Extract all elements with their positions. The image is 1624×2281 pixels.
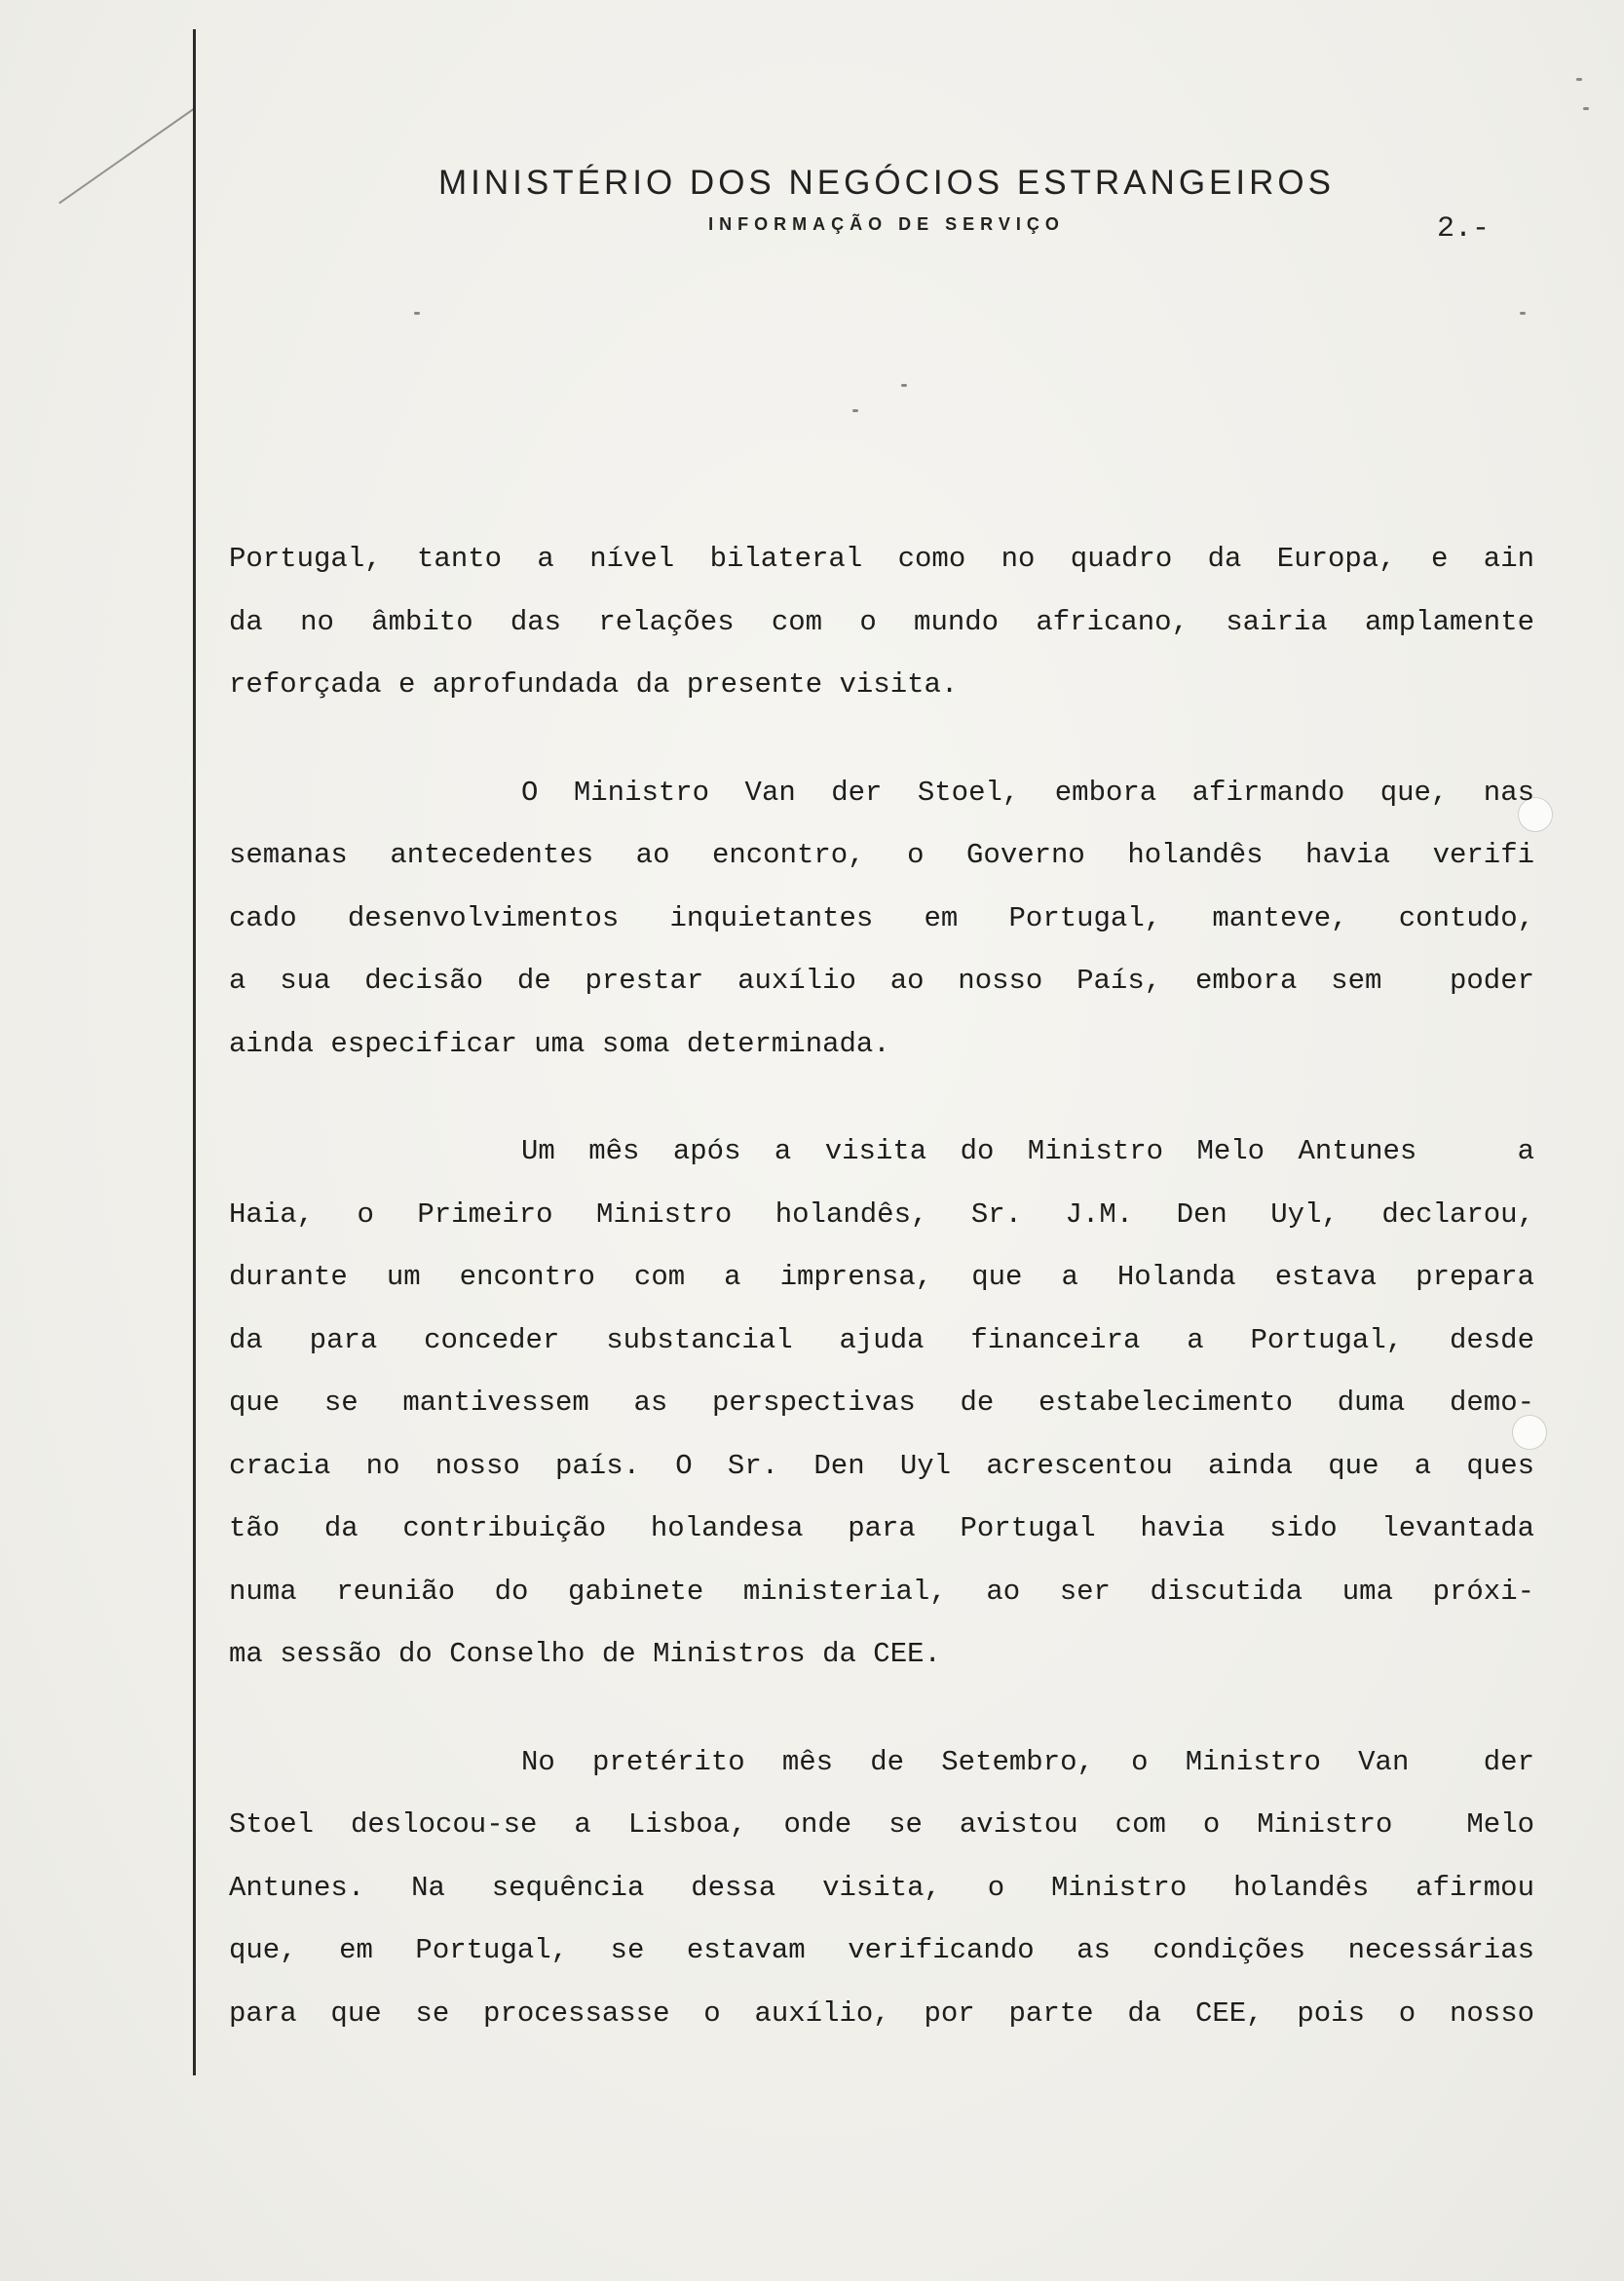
text-line: da para conceder substancial ajuda financeira a Portugal, desde [229, 1323, 1534, 1356]
speck [901, 384, 907, 387]
text-line: da no âmbito das relações com o mundo africano, sairia amplamente [229, 605, 1534, 638]
paragraph [229, 1731, 1534, 2046]
text-line: reforçada e aprofundada da presente visita. [229, 668, 959, 701]
text-line: Stoel deslocou-se a Lisboa, onde se avistou com o Ministro Melo [229, 1808, 1534, 1841]
speck [1576, 78, 1582, 81]
text-line: Um mês após a visita do Ministro Melo Antunes a [521, 1135, 1534, 1167]
speck [852, 409, 858, 412]
text-line: numa reunião do gabinete ministerial, ao ser discutida uma próxi- [229, 1575, 1534, 1608]
ministry-heading: MINISTÉRIO DOS NEGÓCIOS ESTRANGEIROS [438, 164, 1335, 202]
text-line: cracia no nosso país. O Sr. Den Uyl acrescentou ainda que a ques [229, 1449, 1534, 1482]
text-line: durante um encontro com a imprensa, que a Holanda estava prepara [229, 1261, 1534, 1293]
text-line: a sua decisão de prestar auxílio ao nosso País, embora sem poder [229, 965, 1534, 997]
text-line: para que se processasse o auxílio, por parte da CEE, pois o nosso [229, 1996, 1534, 2030]
text-line: Haia, o Primeiro Ministro holandês, Sr. J.M. Den Uyl, declarou, [229, 1198, 1534, 1231]
text-line: semanas antecedentes ao encontro, o Governo holandês havia verifi [229, 839, 1534, 871]
speck [1583, 107, 1589, 110]
text-line: ainda especificar uma soma determinada. [229, 1027, 890, 1060]
text-line: ma sessão do Conselho de Ministros da CEE. [229, 1638, 941, 1670]
speck [414, 312, 420, 315]
margin-rule [193, 29, 196, 2075]
text-line: que, em Portugal, se estavam verificando as condições necessárias [229, 1934, 1534, 1966]
paragraph [229, 1121, 1534, 1687]
paragraph [229, 762, 1534, 1077]
text-line: que se mantivessem as perspectivas de estabelecimento duma demo- [229, 1387, 1534, 1419]
paragraph [229, 528, 1534, 717]
text-line: Portugal, tanto a nível bilateral como no quadro da Europa, e ain [229, 543, 1534, 575]
service-subheading: INFORMAÇÃO DE SERVIÇO [708, 214, 1065, 234]
speck [1520, 312, 1526, 315]
page-number: 2.- [1437, 212, 1491, 246]
document-body [229, 528, 1534, 2045]
text-line: tão da contribuição holandesa para Portugal havia sido levantada [229, 1512, 1534, 1544]
text-line: cado desenvolvimentos inquietantes em Portugal, manteve, contudo, [229, 901, 1534, 934]
text-line: No pretérito mês de Setembro, o Ministro Van der [521, 1745, 1534, 1778]
text-line: O Ministro Van der Stoel, embora afirmando que, nas [521, 776, 1534, 809]
text-line: Antunes. Na sequência dessa visita, o Ministro holandês afirmou [229, 1871, 1534, 1904]
